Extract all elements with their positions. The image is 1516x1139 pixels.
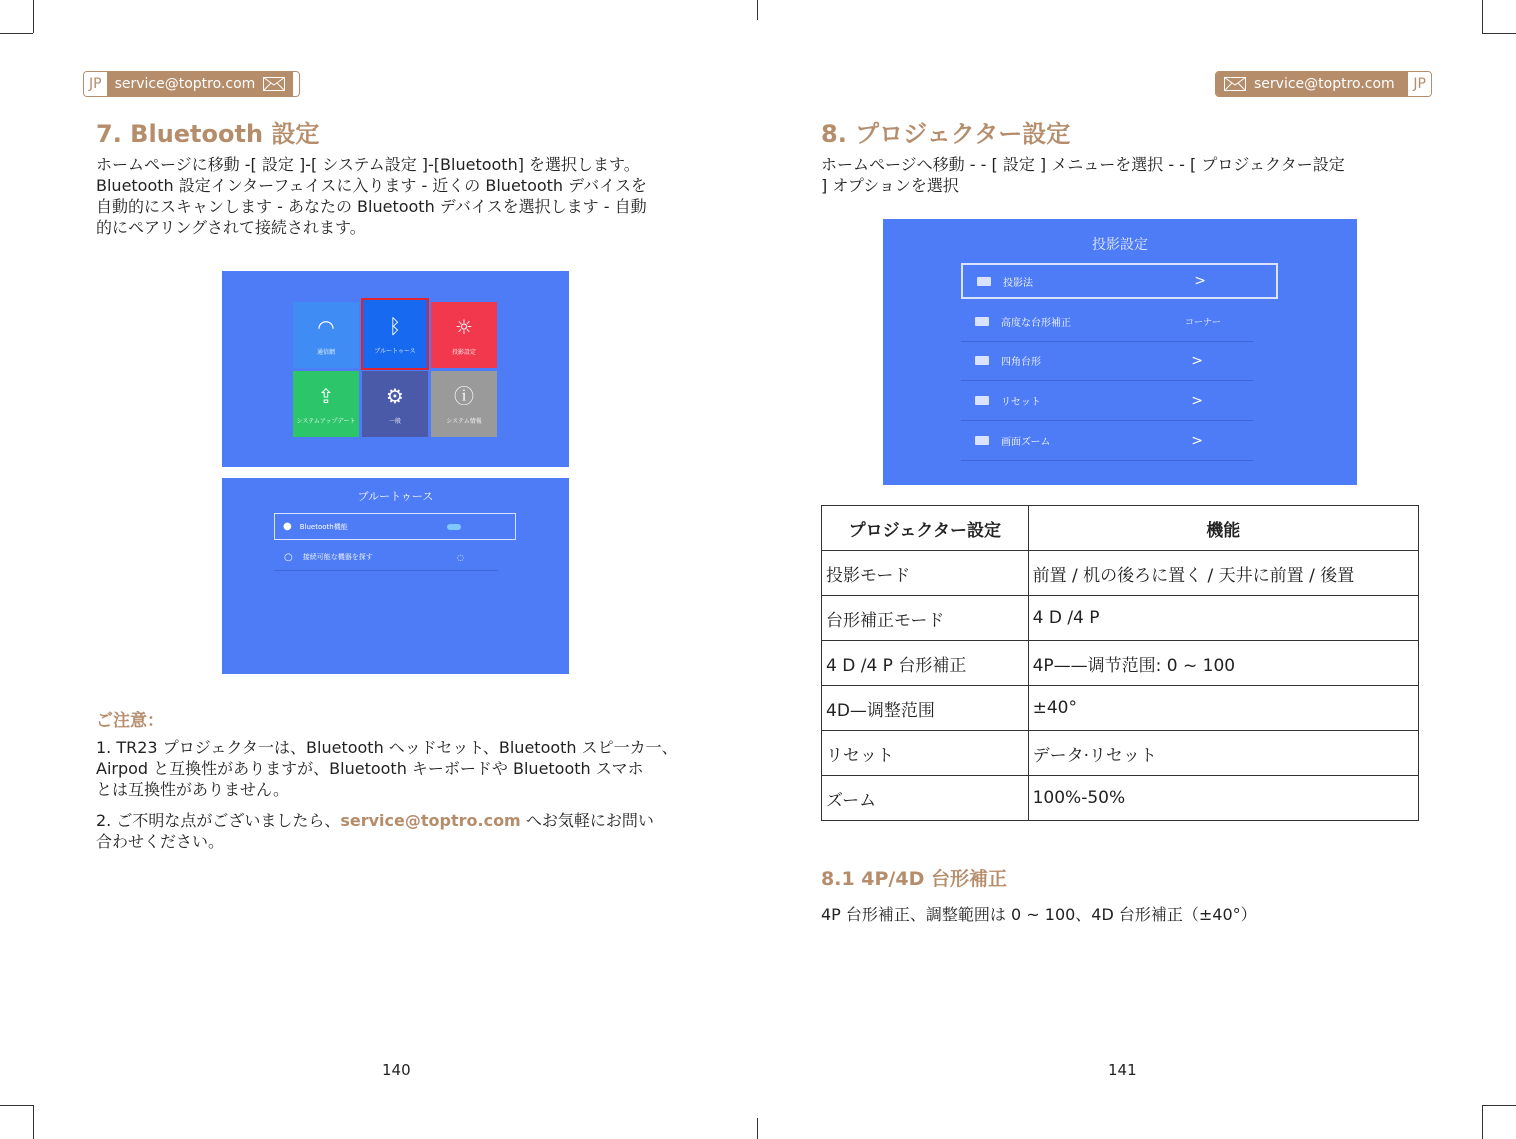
upload-icon: ⇪: [317, 383, 335, 408]
note-text: へお気軽にお問い: [520, 811, 654, 830]
note-title: ご注意：: [96, 711, 164, 731]
page-number: 141: [1108, 1061, 1137, 1079]
crop-mark: [0, 1105, 33, 1106]
table-cell: 4D—调整范围: [822, 686, 1029, 731]
crop-mark: [1482, 1105, 1516, 1106]
menu-row-zoom: [961, 421, 1253, 461]
table-row: [822, 596, 1419, 641]
reset-icon: [975, 396, 989, 405]
tile-label: システム情報: [446, 417, 482, 425]
lang-label: JP: [84, 72, 107, 96]
chevron-right-icon: >: [1191, 392, 1203, 409]
email-badge: [107, 72, 294, 96]
email-tag: [83, 71, 300, 97]
email-text: service@toptro.com: [1254, 76, 1395, 92]
intro-paragraph: [96, 154, 706, 238]
crop-mark: [1482, 1105, 1483, 1139]
bt-icon: ●: [283, 521, 292, 532]
crop-mark: [33, 1105, 34, 1139]
table-cell: ±40°: [1028, 686, 1418, 731]
intro-line: Bluetooth 設定インターフェイスに入ります - 近くの Bluetooth デバイスを: [96, 176, 648, 195]
table-cell: 100%-50%: [1028, 776, 1418, 821]
table-row: [822, 551, 1419, 596]
section-heading: 8. プロジェクター設定: [821, 120, 1071, 148]
intro-paragraph: [821, 154, 1431, 196]
sub-heading: 8.1 4P/4D 台形補正: [821, 868, 1007, 890]
table-cell: 4 D /4 P 台形補正: [822, 641, 1029, 686]
crop-mark: [33, 0, 34, 33]
chevron-right-icon: >: [1191, 352, 1203, 369]
tile-general: [362, 371, 428, 437]
menu-row-label: 画面ズーム: [1001, 437, 1051, 448]
support-email-link[interactable]: service@toptro.com: [340, 811, 521, 830]
menu-row-label: 四角台形: [1001, 357, 1041, 368]
projection-settings-screenshot: [883, 219, 1357, 485]
crop-mark: [0, 33, 33, 34]
tile-system-info: [431, 371, 497, 437]
note-text: 合わせください。: [96, 832, 225, 851]
wifi-icon: ◠: [317, 314, 335, 339]
bt-row-label: 接続可能な機器を探す: [302, 553, 373, 561]
bluetooth-icon: ᛒ: [389, 313, 401, 338]
bluetooth-screenshot: [222, 478, 569, 674]
table-row: [822, 641, 1419, 686]
intro-line: ホームページに移動 -[ 設定 ]-[ システム設定 ]-[Bluetooth] を選択します。: [96, 155, 640, 174]
tile-label: ブルートゥース: [374, 347, 416, 355]
table-row: [822, 686, 1419, 731]
note-1: [96, 737, 706, 800]
menu-row-label: 高度な台形補正: [1001, 318, 1071, 329]
table-header-row: [822, 506, 1419, 551]
lang-label: JP: [1408, 72, 1431, 96]
bt-row-toggle: [274, 513, 516, 540]
spinner-icon: ◌: [457, 552, 464, 562]
search-icon: ○: [284, 551, 293, 563]
chevron-right-icon: >: [1194, 273, 1206, 289]
tile-label: 通信網: [316, 348, 335, 356]
table-cell: ズーム: [822, 776, 1029, 821]
tile-network: [293, 302, 359, 368]
menu-row-four-corner: [961, 341, 1253, 381]
bt-row-label: Bluetooth機能: [299, 522, 348, 531]
intro-line: 的にペアリングされて接続されます。: [96, 218, 366, 237]
keystone-icon: [975, 317, 989, 326]
proj-screen-title: 投影設定: [1092, 237, 1148, 253]
page-number: 140: [382, 1061, 411, 1079]
table-cell: 投影モード: [822, 551, 1029, 596]
menu-row-reset: [961, 381, 1253, 421]
intro-line: ホームページへ移動 - - [ 設定 ] メニューを選択 - - [ プロジェクター設定: [821, 155, 1345, 174]
table-header: プロジェクター設定: [822, 506, 1029, 551]
crop-mark: [757, 0, 758, 20]
crop-mark: [1482, 33, 1516, 34]
menu-row-projection-method: [961, 263, 1278, 299]
tile-label: 投影設定: [451, 348, 476, 356]
note-text: 2. ご不明な点がございましたら、: [96, 811, 341, 830]
sub-text: 4P 台形補正、調整範囲は 0 ~ 100、4D 台形補正（±40°）: [821, 905, 1257, 924]
tile-bluetooth: [361, 298, 429, 370]
note-2: [96, 810, 706, 852]
bt-screen-title: ブルートゥース: [357, 490, 434, 503]
tile-label: システムアップデート: [296, 417, 356, 425]
email-text: service@toptro.com: [114, 76, 256, 92]
table-row: [822, 731, 1419, 776]
intro-line: ] オプションを選択: [821, 176, 959, 195]
tile-label: 一般: [388, 417, 401, 425]
intro-line: 自動的にスキャンします - あなたの Bluetooth デバイスを選択します - 自動: [96, 197, 647, 216]
table-cell: 4P——调节范围: 0 ~ 100: [1028, 641, 1418, 686]
crop-mark: [757, 1118, 758, 1139]
mail-icon: [263, 77, 285, 91]
email-badge: [1216, 72, 1408, 96]
table-cell: リセット: [822, 731, 1029, 776]
table-header: 機能: [1028, 506, 1418, 551]
menu-row-value: コーナー: [1184, 318, 1221, 328]
table-cell: 前置 / 机の後ろに置く / 天井に前置 / 後置: [1028, 551, 1418, 596]
menu-row-label: リセット: [1001, 397, 1041, 408]
note-line: Airpod と互換性がありますが、Bluetooth キーボードや Bluetooth スマホ: [96, 759, 644, 778]
brightness-icon: ☼: [455, 314, 473, 339]
table-row: [822, 776, 1419, 821]
chevron-right-icon: >: [1191, 432, 1203, 449]
settings-table: [821, 505, 1419, 821]
tile-update: [293, 371, 359, 437]
mail-icon: [1224, 77, 1246, 91]
tile-projection: [431, 302, 497, 368]
section-heading: 7. Bluetooth 設定: [96, 120, 320, 148]
table-cell: 台形補正モード: [822, 596, 1029, 641]
zoom-icon: [975, 436, 989, 445]
bt-row-scan: [274, 544, 498, 571]
projector-icon: [977, 277, 991, 286]
table-cell: データ·リセット: [1028, 731, 1418, 776]
gear-icon: ⚙: [386, 383, 404, 408]
note-line: とは互換性がありません。: [96, 780, 289, 799]
settings-screenshot: [222, 271, 569, 467]
menu-row-label: 投影法: [1003, 277, 1033, 289]
table-cell: 4 D /4 P: [1028, 596, 1418, 641]
crop-mark: [1482, 0, 1483, 33]
note-line: 1. TR23 プロジェクタ一は、Bluetooth ヘッドセット、Bluetooth スピ一カ一、: [96, 738, 678, 757]
info-icon: ⓘ: [454, 383, 474, 408]
menu-row-keystone-advanced: [961, 302, 1253, 342]
toggle-switch: [447, 524, 461, 530]
corner-icon: [975, 356, 989, 365]
email-tag: [1215, 71, 1432, 97]
